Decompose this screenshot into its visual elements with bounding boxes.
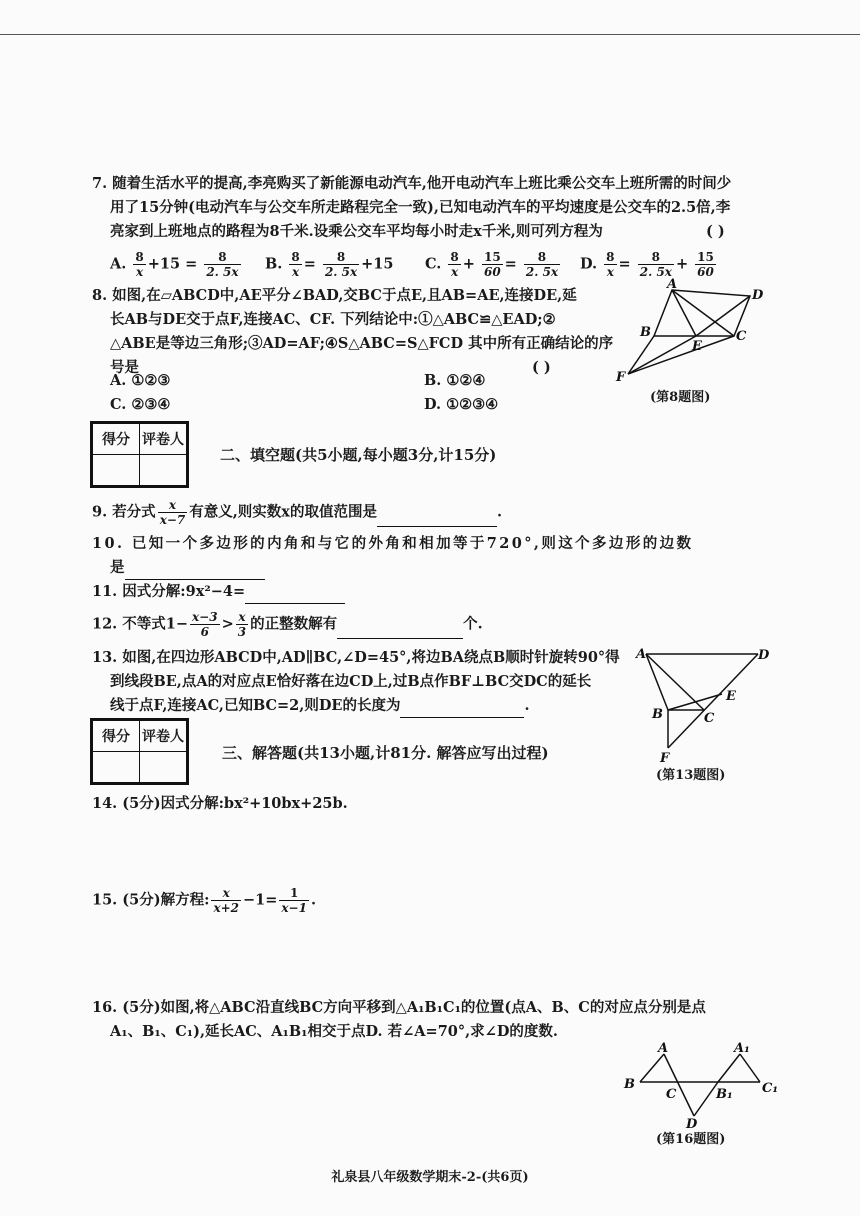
q7-answer-paren: ( ) bbox=[706, 223, 725, 240]
q7-option-c: C. $\frac{8}{x}$ + $\frac{15}{60}$ = $\frac{8}{2. 5x}$ bbox=[425, 250, 559, 279]
score-cell[interactable] bbox=[93, 455, 140, 486]
question-11: 11. 因式分解:9x²−4= bbox=[92, 580, 345, 604]
question-8 bbox=[92, 284, 613, 380]
fraction: $\frac{8}{2. 5x}$ bbox=[639, 250, 672, 279]
q16-line-1: 16. (5分)如图,将△ABC沿直线BC方向平移到△A₁B₁C₁的位置(点A、B、C的对应点分别是点 bbox=[92, 999, 706, 1016]
svg-text:C: C bbox=[666, 1087, 677, 1102]
fraction: $\frac{8}{x}$ bbox=[606, 250, 615, 279]
q12-answer-blank[interactable] bbox=[337, 622, 463, 639]
svg-text:C₁: C₁ bbox=[762, 1081, 779, 1096]
fraction: $\frac{8}{x}$ bbox=[450, 250, 459, 279]
svg-text:C: C bbox=[704, 711, 715, 726]
q8-line-1: 8. 如图,在▱ABCD中,AE平分∠BAD,交BC于点E,且AB=AE,连接DE,延 bbox=[92, 287, 577, 304]
q16-line-2: A₁、B₁、C₁),延长AC、A₁B₁相交于点D. 若∠A=70°,求∠D的度数. bbox=[110, 1023, 558, 1040]
q7-line-2: 用了15分钟(电动汽车与公交车所走路程完全一致),已知电动汽车的平均速度是公交车的2.5倍,李 bbox=[110, 199, 731, 216]
question-10 bbox=[92, 532, 693, 580]
question-13 bbox=[92, 646, 620, 718]
score-header: 得分 bbox=[93, 424, 140, 455]
svg-text:D: D bbox=[686, 1117, 698, 1130]
top-rule bbox=[0, 34, 860, 35]
q7-line-1: 7. 随着生活水平的提高,李亮购买了新能源电动汽车,他开电动汽车上班比乘公交车上班所需的时间少 bbox=[92, 175, 732, 192]
q13-line-3: 线于点F,连接AC,已知BC=2,则DE的长度为 . bbox=[92, 694, 620, 718]
fraction: $\frac{8}{x}$ bbox=[291, 250, 300, 279]
fraction: $\frac{8}{2. 5x}$ bbox=[525, 250, 559, 279]
q8-line-4: 号是 ( ) bbox=[92, 356, 613, 380]
q7-option-b: B. $\frac{8}{x}$ = $\frac{8}{2. 5x}$ +15 bbox=[265, 250, 394, 279]
q13-answer-blank[interactable] bbox=[400, 701, 524, 718]
q8-option-c: C. ②③④ bbox=[110, 396, 171, 413]
svg-text:B: B bbox=[652, 707, 663, 722]
grader-header: 评卷人 bbox=[140, 721, 187, 752]
q9-answer-blank[interactable] bbox=[377, 510, 497, 527]
q7-options bbox=[110, 244, 810, 280]
svg-text:E: E bbox=[692, 339, 702, 354]
figure-16-caption: (第16题图) bbox=[656, 1132, 726, 1147]
score-cell[interactable] bbox=[93, 752, 140, 783]
question-9: 9. 若分式 $\frac{x}{x-7}$ 有意义,则实数x的取值范围是 . bbox=[92, 498, 503, 527]
figure-8-caption: (第8题图) bbox=[650, 390, 711, 405]
grader-cell[interactable] bbox=[140, 455, 187, 486]
q8-line-3: △ABE是等边三角形;③AD=AF;④S△ABC=S△FCD 其中所有正确结论的序 bbox=[110, 335, 614, 352]
figure-16 bbox=[620, 1040, 780, 1130]
figure-13-caption: (第13题图) bbox=[656, 768, 726, 783]
question-15: 15. (5分)解方程: $\frac{x}{x+2}$ −1= $\frac{1}{x-1}$ . bbox=[92, 886, 317, 915]
svg-text:B: B bbox=[640, 325, 651, 340]
svg-text:A: A bbox=[636, 647, 647, 662]
page-footer: 礼泉县八年级数学期末-2-(共6页) bbox=[331, 1170, 529, 1185]
q8-option-a: A. ①②③ bbox=[110, 372, 171, 389]
section-3-title: 三、解答题(共13小题,计81分. 解答应写出过程) bbox=[222, 744, 549, 762]
fraction: $\frac{x}{x+2}$ bbox=[213, 886, 239, 915]
q8-option-d: D. ①②③④ bbox=[424, 396, 499, 413]
q7-option-a: A. $\frac{8}{x}$ +15 = $\frac{8}{2. 5x}$ bbox=[110, 250, 239, 279]
svg-text:A: A bbox=[667, 278, 678, 292]
q8-line-2: 长AB与DE交于点F,连接AC、CF. 下列结论中:①△ABC≌△EAD;② bbox=[110, 311, 556, 328]
fraction: $\frac{15}{60}$ bbox=[697, 250, 714, 279]
q13-line-2: 到线段BE,点A的对应点E恰好落在边CD上,过B点作BF⊥BC交DC的延长 bbox=[110, 673, 592, 690]
fraction: $\frac{x}{x-7}$ bbox=[159, 498, 186, 527]
svg-text:A: A bbox=[658, 1041, 669, 1056]
grader-cell[interactable] bbox=[140, 752, 187, 783]
fraction: $\frac{8}{x}$ bbox=[135, 250, 144, 279]
fraction: $\frac{1}{x-1}$ bbox=[281, 886, 307, 915]
figure-13 bbox=[634, 644, 774, 768]
score-header: 得分 bbox=[93, 721, 140, 752]
q8-answer-paren: ( ) bbox=[532, 359, 551, 376]
score-box-section-2 bbox=[90, 421, 189, 488]
q10-line-1: 10. 已知一个多边形的内角和与它的外角和相加等于720°,则这个多边形的边数 bbox=[92, 535, 694, 552]
svg-text:B: B bbox=[624, 1077, 635, 1092]
question-12: 12. 不等式1− $\frac{x-3}{6}$ > $\frac{x}{3}$ 的正整数解有 个. bbox=[92, 610, 483, 639]
score-box-section-3 bbox=[90, 718, 189, 785]
svg-text:D: D bbox=[758, 648, 770, 663]
q7-line-3: 亮家到上班地点的路程为8千米.设乘公交车平均每小时走x千米,则可列方程为 ( ) bbox=[92, 220, 731, 244]
q13-line-1: 13. 如图,在四边形ABCD中,AD∥BC,∠D=45°,将边BA绕点B顺时针旋转90°得 bbox=[92, 649, 620, 666]
grader-header: 评卷人 bbox=[140, 424, 187, 455]
svg-text:C: C bbox=[736, 329, 747, 344]
question-14: 14. (5分)因式分解:bx²+10bx+25b. bbox=[92, 795, 348, 812]
svg-text:E: E bbox=[726, 689, 736, 704]
svg-text:F: F bbox=[660, 751, 670, 766]
question-16 bbox=[92, 996, 706, 1044]
fraction: $\frac{8}{2. 5x}$ bbox=[324, 250, 358, 279]
question-7 bbox=[92, 172, 731, 244]
svg-text:B₁: B₁ bbox=[716, 1087, 733, 1102]
svg-text:A₁: A₁ bbox=[734, 1041, 750, 1056]
fraction: $\frac{15}{60}$ bbox=[483, 250, 501, 279]
q7-option-d: D. $\frac{8}{x}$ = $\frac{8}{2. 5x}$ + $\frac{15}{60}$ bbox=[580, 250, 714, 279]
q10-line-2: 是 bbox=[92, 556, 693, 580]
section-2-title: 二、填空题(共5小题,每小题3分,计15分) bbox=[220, 446, 497, 464]
q11-answer-blank[interactable] bbox=[245, 587, 345, 604]
svg-text:F: F bbox=[616, 370, 626, 385]
figure-8 bbox=[612, 278, 772, 386]
fraction: $\frac{x}{3}$ bbox=[237, 610, 247, 639]
q8-option-b: B. ①②④ bbox=[424, 372, 486, 389]
q10-answer-blank[interactable] bbox=[125, 563, 265, 580]
fraction: $\frac{8}{2. 5x}$ bbox=[206, 250, 239, 279]
fraction: $\frac{x-3}{6}$ bbox=[192, 610, 218, 639]
svg-text:D: D bbox=[752, 288, 764, 303]
